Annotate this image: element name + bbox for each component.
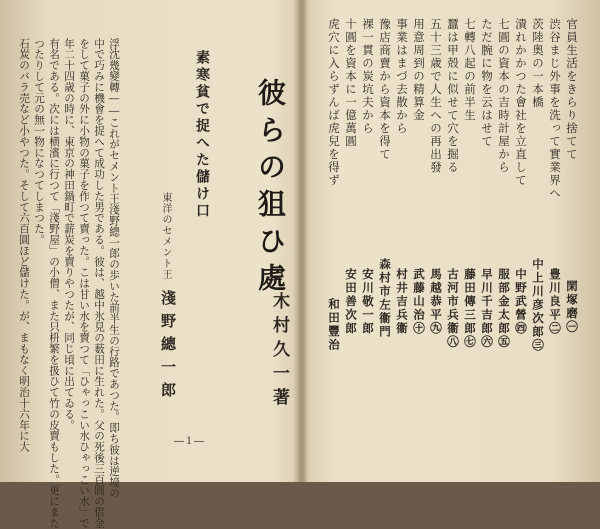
toc-author: 古河市兵衞㊇ [446, 268, 460, 349]
article-author: 木村久一著 [269, 292, 289, 412]
toc-author: 和田豐治 [327, 298, 341, 352]
body-column-4: 年二十四歳の時に、東京の神田鍋町で薪炭を賣りやつたが、同じ頃に出てゐる。 [63, 38, 75, 431]
toc-title: 潰れかかつた會社を立直して [514, 18, 528, 187]
toc-author: 武藤山治㊉ [412, 268, 426, 336]
toc-title: 十圓を資本に一億萬圓 [344, 18, 358, 148]
toc-author: 村井吉兵衞 [395, 268, 409, 336]
toc-title: 裸一貫の炭坑夫から [361, 18, 375, 135]
toc-title: 渋谷まじ外事を洗って實業界へ [548, 18, 562, 200]
article-title: 彼らの狙ひ處 [254, 78, 287, 300]
toc-author: 安川敬一郎 [361, 268, 375, 336]
toc-author: 閑塚磨㊀ [565, 280, 579, 334]
name-prefix: 東洋のセメント王 [160, 192, 171, 280]
toc-title: 事業はまづ去散から [395, 18, 409, 135]
toc-author: 馬越恭平㊈ [429, 268, 443, 336]
toc-title: 豫店商賣から資本を得て [378, 18, 392, 161]
right-page [254, 0, 600, 482]
toc-title: 官員生活をきらり捨てて [565, 18, 579, 161]
toc-author: 早川千吉郎㊅ [480, 268, 494, 349]
body-column-3: 有名である。次には横濱に行つて「淺野屋」の小僧、また只枡繁を扱ひて竹の皮賣もした。更にまた [48, 38, 60, 529]
toc-title: 五十三歳で人生への再出發 [429, 18, 443, 174]
toc-author: 服部金太郎㊄ [497, 268, 511, 349]
body-column-2: つたりして元の無一物になつてしまつた。 [33, 38, 45, 246]
body-column-5: をして菓子の外に小物の菓子を作つて賣った。こは甘い水を賣つて「ひゃっこい水ひゃっこい水」で [78, 38, 90, 529]
toc-author: 藤田傳三郎㊆ [463, 268, 477, 349]
body-column-7: 浮沈幾變轉――これがセメント王淺野總一郎の歩いた前半生の行路であつた。即ち彼は逆境の [108, 38, 120, 499]
section-subtitle: 素寒貧で捉へた儲け口 [194, 50, 210, 220]
toc-title: 蠶は甲殻に似せて穴を掘る [446, 18, 460, 174]
toc-author: 中上川彦次郎㊂ [531, 258, 545, 353]
toc-title: 虎穴に入らずんば虎兒を得ず [327, 18, 341, 187]
toc-author: 安田善次郎 [344, 268, 358, 336]
toc-title: 七圓の資本の吉時計屋から [497, 18, 511, 174]
toc-title: 茨陸奥の一本橋 [531, 18, 545, 109]
toc-title: 七轉八起の前半生 [463, 18, 477, 122]
body-column-1: 石炭のバラ売など小やつた。そして六百圓ほど儲けた。が、まもなく明治十六年に大 [18, 38, 30, 453]
toc-title: 用意周到の精算金 [412, 18, 426, 122]
toc-author: 森村市左衞門 [378, 258, 392, 339]
subject-name: 淺野總一郎 [159, 290, 177, 405]
toc-title: ただ腕に物を云はせて [480, 18, 494, 148]
toc-author: 中野武營㊃ [514, 268, 528, 336]
toc-author: 豊川良平㊁ [548, 268, 562, 336]
body-column-6: 中で巧みに機會を捉へて成功した男である。彼は、越中氷見の薮田に生れた。父の死後三百圓の借金 [93, 38, 105, 529]
page-number: ―１― [174, 436, 204, 447]
